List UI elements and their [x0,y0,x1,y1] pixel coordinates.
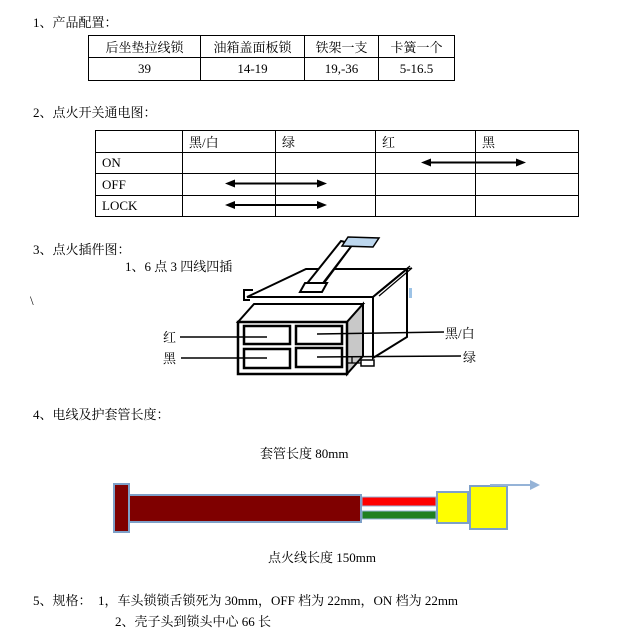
latch-tip-icon [342,237,379,247]
product-header-cell: 铁架一支 [305,36,379,58]
table-row [96,196,579,217]
connector-block-small [437,492,468,523]
product-header-cell: 卡簧一个 [379,36,455,58]
connector-block-large [470,486,507,529]
product-config-table [88,35,455,81]
product-value-cell: 14-19 [201,58,305,81]
plug-top-face [238,304,363,322]
section-heading-ignition-switch: 2、点火开关通电图： [33,105,157,120]
wire-label-black: 黑 [163,351,177,366]
table-row [96,174,579,196]
table-row [89,36,455,58]
product-header-cell: 后坐垫拉线锁 [89,36,201,58]
ignition-row-label: OFF [96,174,183,196]
housing-foot [361,360,374,366]
ignition-cell [476,174,579,196]
latch-collar [300,283,327,292]
product-value-cell: 19,-36 [305,58,379,81]
ignition-cell [183,196,276,217]
ignition-header-cell [96,131,183,153]
product-header-cell: 油箱盖面板锁 [201,36,305,58]
ignition-header-cell: 黑 [476,131,579,153]
sheath-length-label: 套管长度 80mm [260,446,349,461]
section-heading-product-config: 1、产品配置： [33,15,118,30]
ignition-plug-diagram [150,230,490,385]
ignition-cell [476,153,579,174]
ignition-row-label: ON [96,153,183,174]
table-row [96,153,579,174]
section-heading-specs: 5、规格： [33,593,92,608]
ignition-switch-table [95,130,579,217]
table-row [89,58,455,81]
spec-line-2: 2、壳子头到锁头中心 66 长 [115,614,272,629]
ignition-header-cell: 红 [376,131,476,153]
section-heading-ignition-plug: 3、点火插件图： [33,242,131,257]
red-wire-stripe [362,497,436,506]
ignition-cell [276,174,376,196]
ignition-cell [376,153,476,174]
ignition-cell [276,196,376,217]
spec-line-1: 1，车头锁锁舌锁死为 30mm，OFF 档为 22mm，ON 档为 22mm [98,593,459,608]
ignition-cell [183,174,276,196]
product-value-cell: 39 [89,58,201,81]
sheath-tube-bar [128,495,361,522]
ignition-header-cell: 绿 [276,131,376,153]
ignition-cell [476,196,579,217]
sheath-end-cap [114,484,129,532]
plug-slot-top-left [244,326,290,344]
ignition-wire-length-label: 点火线长度 150mm [268,550,376,565]
ignition-header-cell: 黑/白 [183,131,276,153]
green-wire-stripe [362,511,436,519]
ignition-cell [376,196,476,217]
wire-sheath-diagram [100,478,550,540]
ignition-cell [376,174,476,196]
table-row [96,131,579,153]
wire-label-green: 绿 [463,350,477,365]
ignition-cell [183,153,276,174]
direction-arrow-icon [530,480,540,490]
product-value-cell: 5-16.5 [379,58,455,81]
section-heading-wire-length: 4、电线及护套管长度： [33,407,170,422]
plug-sub-label: 1、6 点 3 四线四插 [125,259,233,274]
leader-line-green [317,356,461,357]
stray-backslash: \ [30,293,34,308]
plug-slot-top-right [296,326,342,344]
ignition-row-label: LOCK [96,196,183,217]
wire-label-blackwhite: 黑/白 [445,326,475,341]
ignition-cell [276,153,376,174]
housing-blue-dash [409,288,412,298]
wire-label-red: 红 [163,330,177,345]
